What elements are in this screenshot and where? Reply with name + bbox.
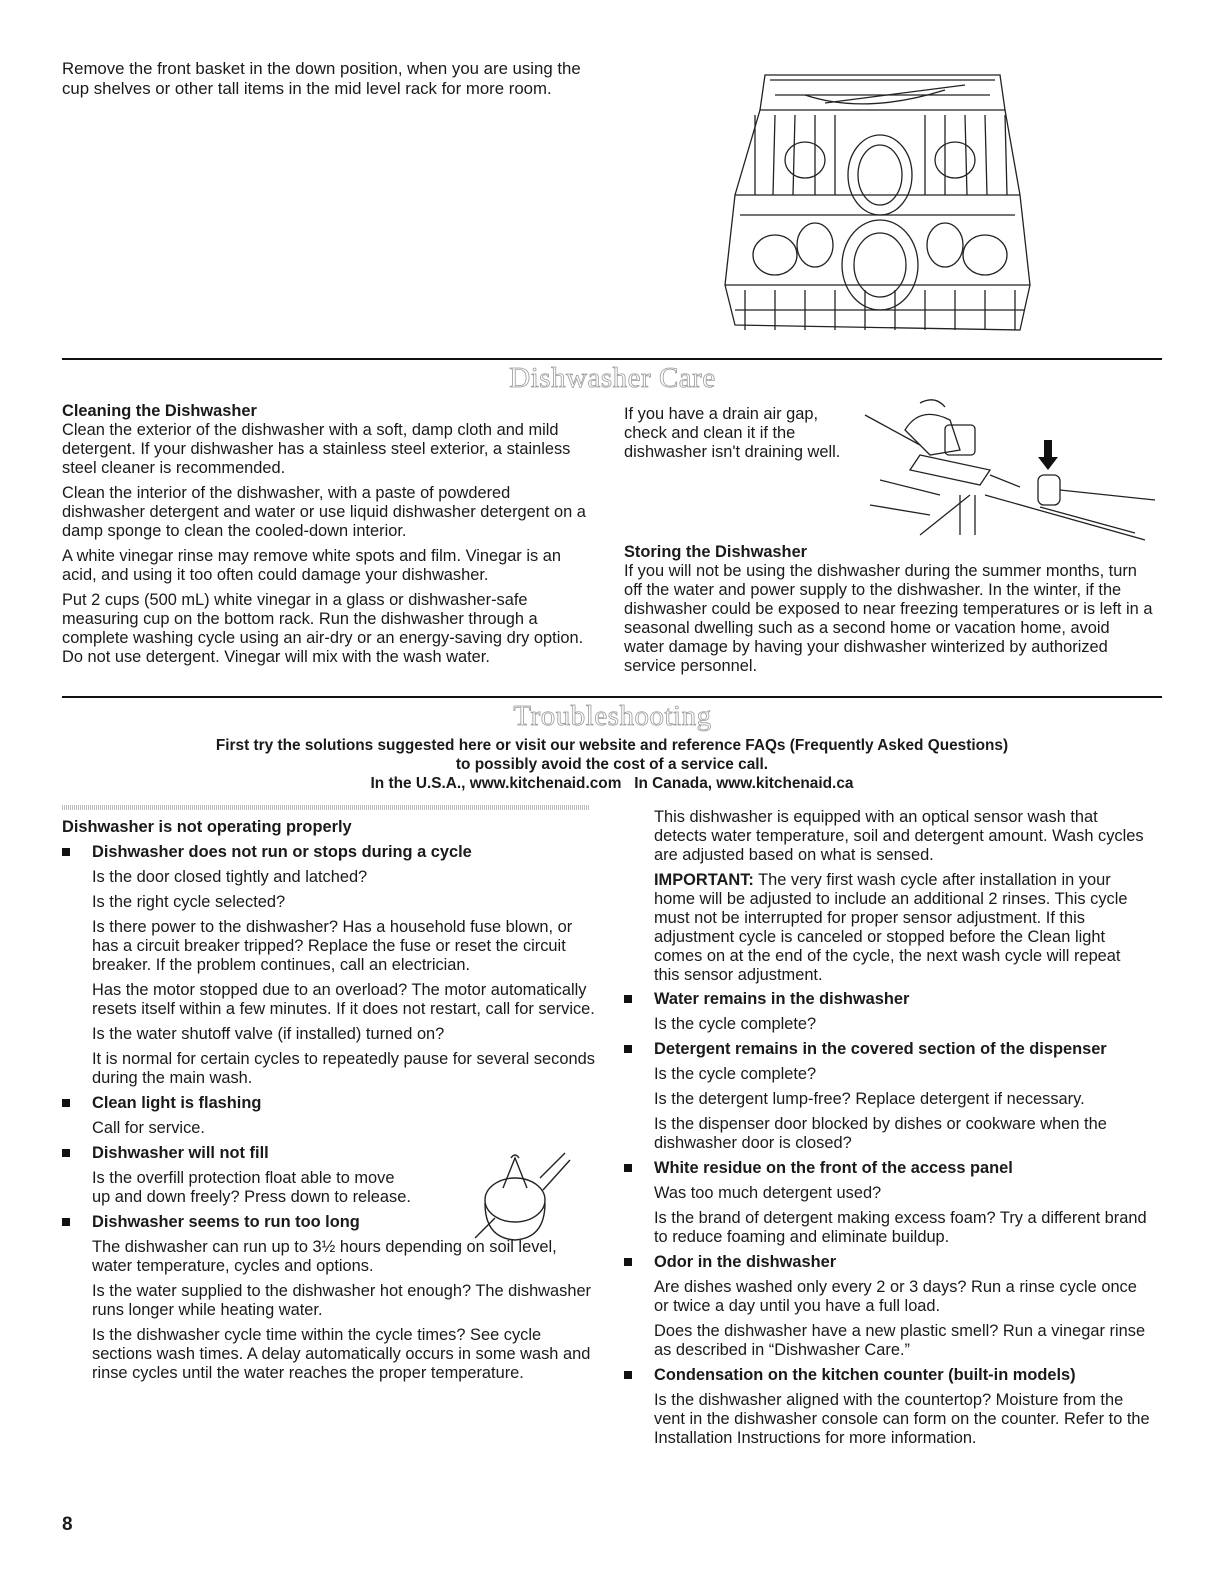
solution-text: Is the overfill protection float able to move up and down freely? Press down to release. xyxy=(92,1169,411,1206)
cleaning-paragraph: Clean the exterior of the dishwasher with a soft, damp cloth and mild detergent. If your dishwasher has a stainless steel exterior, a stainless steel cleaner is recommended. xyxy=(62,421,571,477)
overfill-float-illustration xyxy=(465,1148,575,1253)
bullet-icon xyxy=(624,1258,632,1266)
troubleshooting-left-column xyxy=(62,818,597,1383)
cleaning-paragraph: Clean the interior of the dishwasher, with a paste of powdered dishwasher detergent and water or use liquid dishwasher detergent on a damp sponge to clean the cooled-down interior. xyxy=(62,484,586,540)
group-divider xyxy=(62,805,590,810)
solution-text: Is the dishwasher aligned with the countertop? Moisture from the vent in the dishwasher console can form on the counter. Refer to the Installation Instructions for more information. xyxy=(654,1391,1150,1447)
bullet-icon xyxy=(624,995,632,1003)
solution-text: Was too much detergent used? xyxy=(654,1184,882,1202)
air-gap-illustration xyxy=(860,395,1160,545)
solution-text: Is the dishwasher cycle time within the cycle times? See cycle sections wash times. A delay automatically occurs in some wash and rinse cycles until the water reaches the proper temperature. xyxy=(92,1326,591,1382)
solution-text: Does the dishwasher have a new plastic smell? Run a vinegar rinse as described in “Dishwasher Care.” xyxy=(654,1322,1146,1359)
solution-text: Is the brand of detergent making excess foam? Try a different brand to reduce foaming and eliminate buildup. xyxy=(654,1209,1147,1246)
problem-heading: Dishwasher does not run or stops during a cycle xyxy=(92,843,472,861)
storing-heading: Storing the Dishwasher xyxy=(624,543,808,561)
page-number: 8 xyxy=(62,1514,73,1535)
problem-heading: Dishwasher seems to run too long xyxy=(92,1213,360,1231)
important-label: IMPORTANT: xyxy=(654,871,754,889)
solution-text: Is the door closed tightly and latched? xyxy=(92,868,368,886)
solution-text: Is the cycle complete? xyxy=(654,1015,817,1033)
problem-heading: Odor in the dishwasher xyxy=(654,1253,837,1271)
important-text: The very first wash cycle after installation in your home will be adjusted to include an additional 2 rinses. This cycle must not be interrupted for proper sensor adjustment. If this adjustment cycle is canceled or stopped before the Clean light comes on at the end of the cycle, the next wash cycle will repeat this sensor adjustment. xyxy=(654,871,1128,984)
bullet-icon xyxy=(624,1371,632,1379)
solution-text: Has the motor stopped due to an overload? The motor automatically resets itself within a few minutes. If it does not restart, call for service. xyxy=(92,981,595,1018)
sensor-paragraph: This dishwasher is equipped with an optical sensor wash that detects water temperature, soil and detergent amount. Wash cycles are adjusted based on what is sensed. xyxy=(654,808,1144,864)
bullet-icon xyxy=(62,848,70,856)
notice-line: First try the solutions suggested here or visit our website and reference FAQs (Frequently Asked Questions) xyxy=(215,737,1009,754)
group-heading: Dishwasher is not operating properly xyxy=(62,818,352,836)
cleaning-paragraph: A white vinegar rinse may remove white spots and film. Vinegar is an acid, and using it too often could damage your dishwasher. xyxy=(62,547,561,584)
list-item xyxy=(624,1366,1152,1385)
solution-text: It is normal for certain cycles to repeatedly pause for several seconds during the main wash. xyxy=(92,1050,595,1087)
dishwasher-rack-illustration xyxy=(715,55,1045,345)
storing-paragraph: If you will not be using the dishwasher during the summer months, turn off the water and power supply to the dishwasher. In the winter, if the dishwasher could be exposed to near freezing temperatures or is left in a seasonal dwelling such as a second home or vacation home, avoid water damage by having your dishwasher winterized by authorized service personnel. xyxy=(624,562,1153,675)
problem-heading: Condensation on the kitchen counter (built-in models) xyxy=(654,1366,1076,1384)
storing-section xyxy=(624,543,1154,676)
list-item xyxy=(624,1159,1152,1178)
solution-text: Call for service. xyxy=(92,1119,205,1137)
bullet-icon xyxy=(62,1218,70,1226)
solution-text: Are dishes washed only every 2 or 3 days? Run a rinse cycle once or twice a day until you have a full load. xyxy=(654,1278,1137,1315)
problem-heading: Water remains in the dishwasher xyxy=(654,990,910,1008)
cleaning-section xyxy=(62,402,597,667)
down-arrow-icon xyxy=(1038,440,1058,470)
problem-heading: Dishwasher will not fill xyxy=(92,1144,269,1162)
cleaning-heading: Cleaning the Dishwasher xyxy=(62,402,257,420)
problem-heading: Clean light is flashing xyxy=(92,1094,262,1112)
problem-heading: Detergent remains in the covered section of the dispenser xyxy=(654,1040,1107,1058)
list-item xyxy=(624,1040,1152,1059)
solution-text: Is the water supplied to the dishwasher hot enough? The dishwasher runs longer while heating water. xyxy=(92,1282,592,1319)
intro-text: Remove the front basket in the down position, when you are using the cup shelves or other tall items in the mid level rack for more room. xyxy=(62,59,581,98)
troubleshooting-title: Troubleshooting xyxy=(513,700,712,732)
troubleshooting-right-list xyxy=(624,990,1152,1448)
solution-text: The dishwasher can run up to 3½ hours depending on soil level, water temperature, cycles and options. xyxy=(92,1238,557,1275)
service-notice xyxy=(62,736,1162,793)
bullet-icon xyxy=(62,1149,70,1157)
dishwasher-care-title: Dishwasher Care xyxy=(509,362,716,394)
bullet-icon xyxy=(62,1099,70,1107)
cleaning-paragraph: Put 2 cups (500 mL) white vinegar in a glass or dishwasher-safe measuring cup on the bottom rack. Run the dishwasher through a complete washing cycle using an air-dry or an energy-saving dry option. Do not use detergent. Vinegar will mix with the wash water. xyxy=(62,591,584,666)
solution-text: Is the water shutoff valve (if installed) turned on? xyxy=(92,1025,445,1043)
solution-text: Is there power to the dishwasher? Has a household fuse blown, or has a circuit breaker tripped? Replace the fuse or reset the circuit breaker. If the problem continues, call an electrician. xyxy=(92,918,573,974)
solution-text: Is the right cycle selected? xyxy=(92,893,286,911)
important-paragraph xyxy=(654,871,1149,985)
list-item xyxy=(62,1094,597,1113)
air-gap-text: If you have a drain air gap, check and clean it if the dishwasher isn't draining well. xyxy=(624,405,841,461)
bullet-icon xyxy=(624,1045,632,1053)
notice-line: In the U.S.A., www.kitchenaid.com In Canada, www.kitchenaid.ca xyxy=(370,775,854,792)
list-item xyxy=(624,990,1152,1009)
list-item xyxy=(62,843,597,862)
troubleshooting-right-column xyxy=(654,808,1149,985)
solution-text: Is the cycle complete? xyxy=(654,1065,817,1083)
notice-line: to possibly avoid the cost of a service call. xyxy=(455,756,769,773)
solution-text: Is the detergent lump-free? Replace detergent if necessary. xyxy=(654,1090,1085,1108)
list-item xyxy=(624,1253,1152,1272)
bullet-icon xyxy=(624,1164,632,1172)
problem-heading: White residue on the front of the access panel xyxy=(654,1159,1013,1177)
solution-text: Is the dispenser door blocked by dishes or cookware when the dishwasher door is closed? xyxy=(654,1115,1107,1152)
